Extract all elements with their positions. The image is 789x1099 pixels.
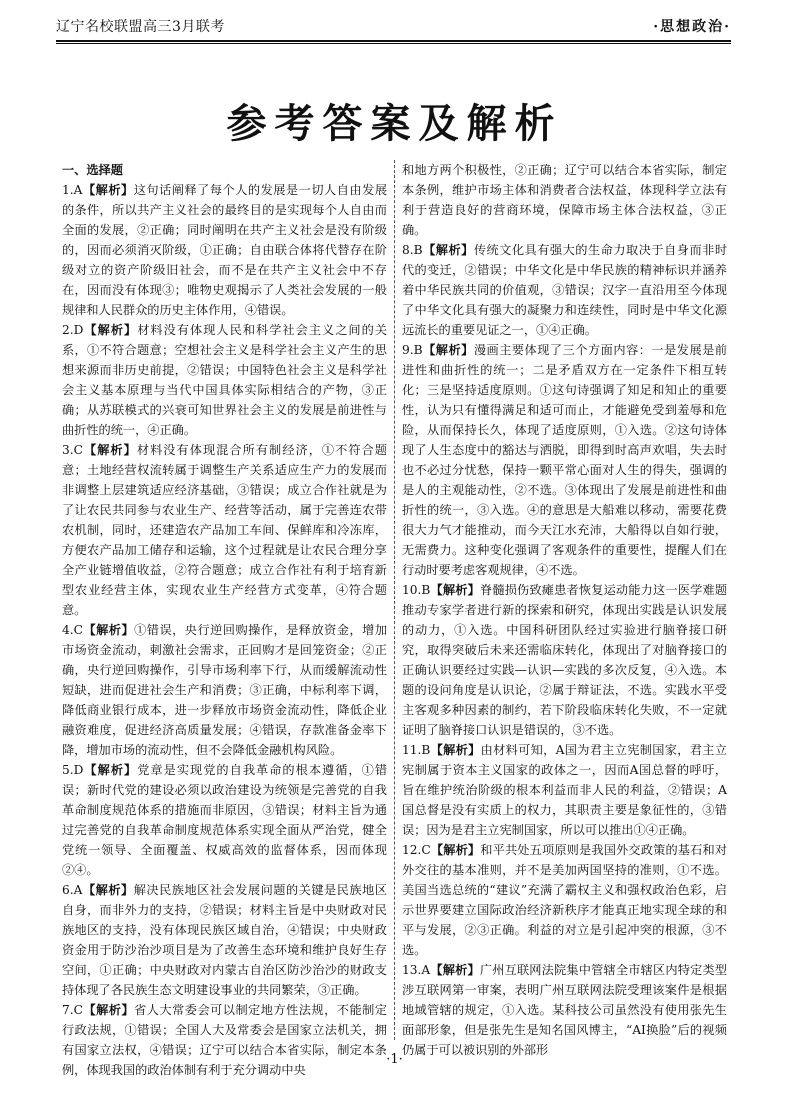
answer-text: 广州互联网法院集中管辖全市辖区内特定类型涉互联网第一审案，表明广州互联网法院受理该案件是根据地域管辖的规定，①入选。某科技公司虽然没有使用张先生面部形象，但是张先生是知名国风博主，“AI换脸”后的视频仍属于可以被识别的外部形	[402, 963, 728, 1057]
answer-columns	[62, 160, 728, 1077]
answer-number: 8.B	[402, 243, 423, 257]
page-header	[56, 12, 731, 42]
answer-item	[402, 840, 727, 960]
answer-text: 传统文化具有强大的生命力取决于自身而非时代的变迁，②错误；中华文化是中华民族的精神标识并涵养着中华民族共同的价值观，③错误；汉字一直沿用至今体现了中华文化具有强大的凝聚力和连续性，同时是中华文化源远流长的重要见证之一，①④正确。	[402, 243, 728, 337]
answer-item	[62, 180, 387, 320]
answer-item	[62, 880, 387, 1000]
answer-text: 漫画主要体现了三个方面内容：一是发展是前进性和曲折性的统一；二是矛盾双方在一定条件下相互转化；三是坚持适度原则。①这句诗强调了知足和知止的重要性，认为只有懂得满足和适可而止，才能避免受到羞辱和危险，从而保持长久，体现了适度原则，①入选。②这句诗体现了人生态度中的豁达与洒脱，即得到时高声欢唱，失去时也不必过分忧愁，保持一颗平常心面对人生的得失，强调的是人的主观能动性，②不选。③体现出了发展是前进性和曲折性的统一，③入选。④的意思是大船难以移动，需要花费很大力气才能推动，而今天江水充沛，大船得以自如行驶，无需费力。这种变化强调了客观条件的重要性，提醒人们在行动时要考虑客观规律，④不选。	[402, 343, 728, 577]
answer-item	[62, 320, 387, 440]
answer-text: 脊髓损伤致瘫患者恢复运动能力这一医学难题推动专家学者进行新的探索和研究，体现出实践是认识发展的动力，①入选。中国科研团队经过实验进行脑脊接口研究，取得突破后未来还需临床转化，体现出了对脑脊接口的正确认识要经过实践—认识—实践的多次反复，④入选。本题的设问角度是认识论，②属于辩证法，不选。实践水平受主客观多种因素的制约，若下阶段临床转化失败，不一定就证明了脑脊接口认识是错误的，③不选。	[402, 583, 728, 737]
answer-number: 12.C	[402, 843, 431, 857]
answer-item	[402, 240, 727, 340]
answer-number: 5.D	[62, 763, 84, 777]
answer-text: 解决民族地区社会发展问题的关键是民族地区自身，而非外力的支持，②错误；材料主旨是中央财政对民族地区的支持，没有体现民族区域自治，④错误；中央财政资金用于防沙治沙项目是为了改善生态环境和维护良好生存空间，①正确；中央财政对内蒙古自治区防沙治沙的财政支持体现了各民族生态文明建设事业的共同繁荣，③正确。	[62, 883, 388, 997]
answer-text: 和平共处五项原则是我国外交政策的基石和对外交往的基本准则，并不是美加两国坚持的准则，①不选。美国当选总统的“建议”充满了霸权主义和强权政治色彩，启示世界要建立国际政治经济新秩序才能真正地实现全球的和平与发展，②③正确。利益的对立是引起冲突的根源，③不选。	[402, 843, 728, 957]
analysis-tag: 【解析】	[422, 343, 474, 357]
answer-number: 6.A	[62, 883, 83, 897]
left-answer-list	[62, 180, 387, 1080]
answer-item	[62, 760, 387, 880]
answer-number: 13.A	[402, 963, 431, 977]
answer-text: 省人大常委会可以制定地方性法规，不能制定行政法规，①错误；全国人大及常委会是国家立法机关，拥有国家立法权，④错误；辽宁可以结合本省实际，制定本条例，体现我国的政治体制有利于充分调动中央	[62, 1003, 388, 1077]
analysis-tag: 【解析】	[430, 743, 481, 757]
section-heading: 一、选择题	[62, 163, 123, 177]
header-subject: ·思想政治·	[653, 19, 731, 35]
right-answer-list	[402, 160, 727, 1060]
answer-item	[402, 960, 727, 1060]
analysis-tag: 【解析】	[83, 763, 138, 777]
answer-number: 3.C	[62, 443, 83, 457]
answer-number: 1.A	[62, 183, 83, 197]
answer-number: 11.B	[402, 743, 431, 757]
answer-text: 党章是实现党的自我革命的根本遵循，①错误；新时代党的建设必须以政治建设为统领是完善党的自我革命制度规范体系的措施而非原因，③错误；材料主旨为通过完善党的自我革命制度规范体系实现全面从严治党，健全党统一领导、全面覆盖、权威高效的监督体系，因而体现②④。	[62, 763, 388, 877]
left-column	[62, 160, 394, 1077]
answer-text: 材料没有体现人民和科学社会主义之间的关系，①不符合题意；空想社会主义是科学社会主义产生的思想来源而非历史前提，②错误；中国特色社会主义是科学社会主义基本原理与当代中国具体实际相结合的产物，③正确；从苏联模式的兴衰可知世界社会主义的发展是前进性与曲折性的统一，④正确。	[62, 323, 388, 437]
answer-item	[62, 440, 387, 620]
answer-item	[402, 740, 727, 840]
answer-text: 由材料可知，A国为君主立宪制国家，君主立宪制属于资本主义国家的政体之一，因而A国总督的呼吁，旨在维护统治阶级的根本利益而非人民的利益，②错误；A国总督是没有实质上的权力，其职责主要是象征性的，③错误；因为是君主立宪制国家，所以可以推出①④正确。	[402, 743, 727, 837]
analysis-tag: 【解析】	[82, 183, 134, 197]
answer-item	[402, 580, 727, 740]
answer-item	[62, 620, 387, 760]
answer-number: 7.C	[62, 1003, 83, 1017]
answer-number: 9.B	[402, 343, 423, 357]
answer-item	[62, 1000, 387, 1080]
header-exam-title: 辽宁名校联盟高三3月联考	[56, 19, 225, 35]
page-title: 参考答案及解析	[226, 101, 563, 147]
page-number: ·1·	[386, 1052, 403, 1067]
right-column	[394, 160, 728, 1057]
analysis-tag: 【解析】	[82, 443, 137, 457]
analysis-tag: 【解析】	[83, 323, 138, 337]
analysis-tag: 【解析】	[422, 243, 474, 257]
answer-item	[402, 160, 727, 240]
answer-text: ①错误，央行逆回购操作，是释放资金，增加市场资金流动，刺激社会需求，正回购才是回笼资金；②正确，央行逆回购操作，引导市场利率下行，从而缓解流动性短缺，进而促进社会生产和消费；③正确，中标利率下调，降低商业银行成本，进一步释放市场资金流动性，降低企业融资难度，促进经济高质量发展；④错误，存款准备金率下降，增加市场的流动性，但不会降低金融机构风险。	[62, 623, 388, 757]
answer-number: 10.B	[402, 583, 431, 597]
header-rule	[56, 43, 731, 44]
answer-item	[402, 340, 727, 580]
answer-text: 这句话阐释了每个人的发展是一切人自由发展的条件，所以共产主义社会的最终目的是实现每个人自由而全面的发展，②正确；同时阐明在共产主义社会是没有阶级的，因而必须消灭阶级，①正确；自由联合体将代替存在阶级对立的资产阶级旧社会，而不是在共产主义社会中不存在，因而没有体现③；唯物史观揭示了人类社会发展的一般规律和人民群众的历史主体作用，④错误。	[62, 183, 388, 317]
answer-text: 和地方两个积极性，②正确；辽宁可以结合本省实际，制定本条例，维护市场主体和消费者合法权益，体现科学立法有利于营造良好的营商环境，保障市场主体合法权益，③正确。	[402, 163, 727, 237]
analysis-tag: 【解析】	[82, 883, 134, 897]
analysis-tag: 【解析】	[430, 583, 480, 597]
analysis-tag: 【解析】	[430, 963, 480, 977]
answer-number: 4.C	[62, 623, 83, 637]
analysis-tag: 【解析】	[430, 843, 481, 857]
analysis-tag: 【解析】	[82, 1003, 135, 1017]
answer-text: 材料没有体现混合所有制经济，①不符合题意；土地经营权流转属于调整生产关系适应生产力的发展而非调整上层建筑适应经济基础，③错误；成立合作社就是为了让农民共同参与农业生产、经营等活动，属于完善连农带农机制，同时，还建造农产品加工车间、保鲜库和冷冻库，方便农产品加工储存和运输，这个过程就是让农民合理分享全产业链增值收益，②符合题意；成立合作社有利于培育新型农业经营主体，实现农业生产经营方式变革，④符合题意。	[62, 443, 387, 617]
analysis-tag: 【解析】	[82, 623, 135, 637]
answer-number: 2.D	[62, 323, 84, 337]
